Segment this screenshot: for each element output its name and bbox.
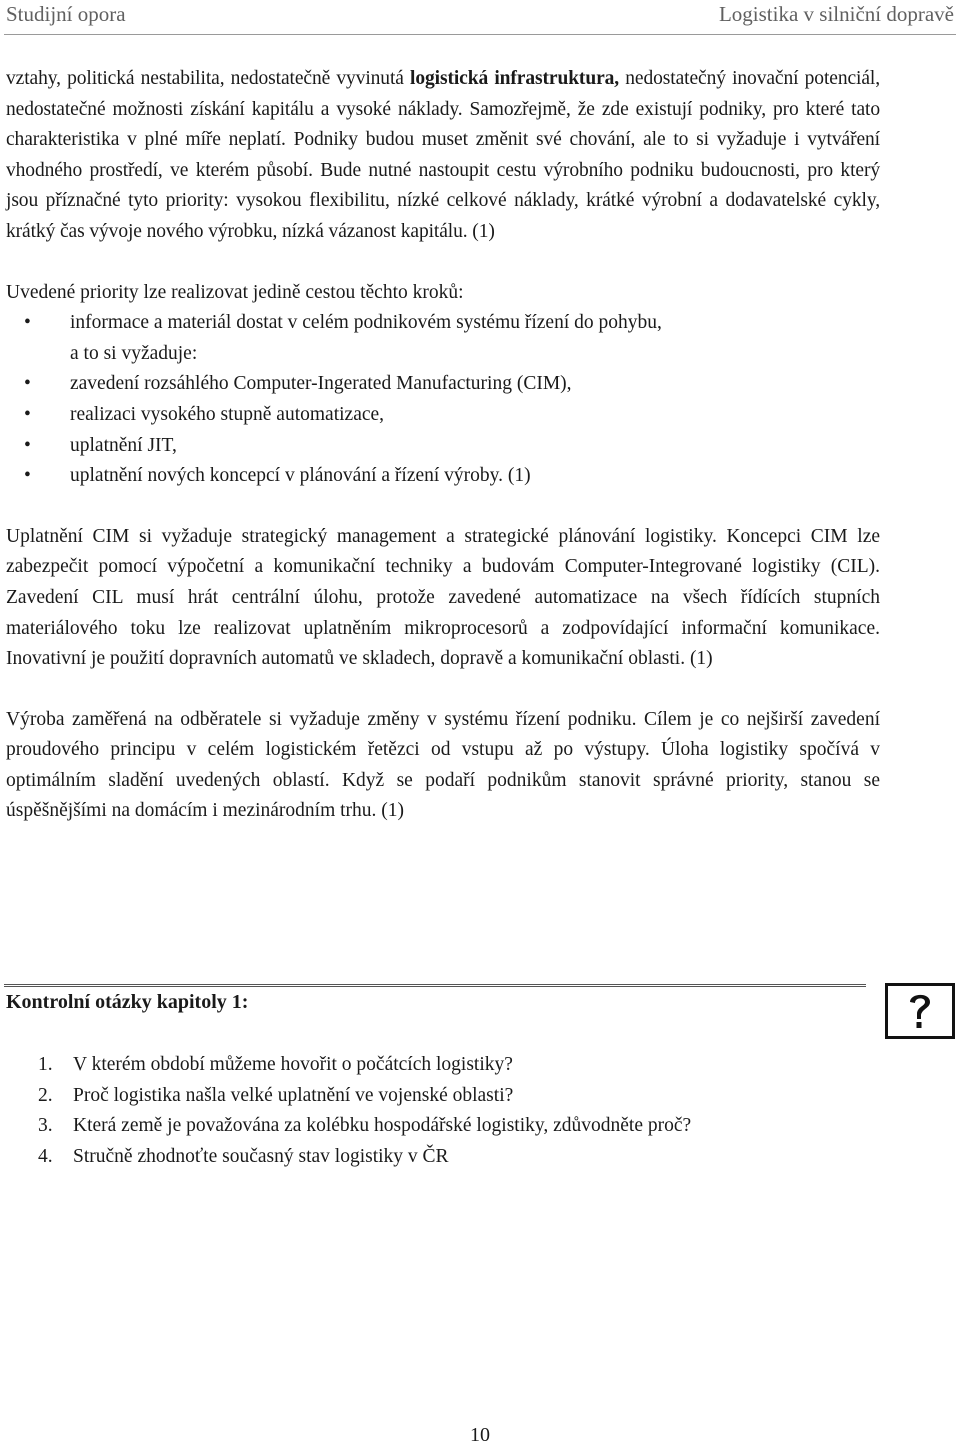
list-item <box>6 308 880 369</box>
question-text: Která země je považována za kolébku hospodářské logistiky, zdůvodněte proč? <box>73 1115 692 1137</box>
question-text: V kterém období můžeme hovořit o počátcích logistiky? <box>73 1054 513 1075</box>
question-item <box>6 1111 691 1142</box>
header-divider <box>4 34 956 35</box>
question-number: 1. <box>38 1054 53 1075</box>
bullet-icon: • <box>24 403 31 425</box>
bullet-icon: • <box>24 312 31 334</box>
paragraph-1-text-start: vztahy, politická nestabilita, nedostatečně vyvinutá <box>6 68 411 89</box>
question-number: 4. <box>38 1145 53 1167</box>
questions-section-title: Kontrolní otázky kapitoly 1: <box>6 991 249 1013</box>
paragraph-1-bold-term: logistická infrastruktura, <box>410 68 620 89</box>
header-course-title: Studijní opora <box>6 2 126 26</box>
bullet-icon: • <box>24 434 31 456</box>
question-number: 2. <box>38 1084 53 1106</box>
paragraph-1-text-end: nedostatečný inovační potenciál, nedostatečné možnosti získání kapitálu a vysoké náklady. Samozřejmě, že zde existují podniky, pro které tato charakteristika v plné míře neplatí. Podniky budou muset změnit své chování, ale to si vyžaduje i vytváření vhodného prostředí, ve kterém působí. Bude nutné nastoupit cestu výrobního podniku budoucnosti, pro který jsou příznačné tyto priority: vysokou flexibilitu, nízké celkové náklady, krátké výrobní a dodavatelské cykly, krátký čas vývoje nového výrobku, nízká vázanost kapitálu. (1) <box>6 68 880 242</box>
section-divider <box>4 984 866 987</box>
questions-list <box>6 1050 691 1172</box>
question-item <box>6 1050 691 1081</box>
question-text: Proč logistika našla velké uplatnění ve vojenské oblasti? <box>73 1084 514 1106</box>
question-mark-icon <box>885 983 955 1039</box>
question-text: Stručně zhodnoťte současný stav logistiky v ČR <box>73 1145 449 1167</box>
list-item <box>6 400 880 431</box>
page-number: 10 <box>470 1424 490 1446</box>
list-item-text: uplatnění nových koncepcí v plánování a řízení výroby. (1) <box>70 465 531 487</box>
paragraph-3: Uplatnění CIM si vyžaduje strategický management a strategické plánování logistiky. Koncepci CIM lze zabezpečit pomocí výpočetní a komunikační techniky a budovám Computer-Integrované logistiky (CIL). Zavedení CIL musí hrát centrální úlohu, protože zavedené automatizace na všech řídících stupních materiálového toku lze realizovat uplatněním mikroprocesorů a zodpovídající informační komunikace. Inovativní je použití dopravních automatů ve skladech, dopravě a komunikační oblasti. (1) <box>6 525 880 670</box>
question-item <box>6 1081 691 1112</box>
list-item <box>6 369 880 400</box>
spacer <box>6 492 880 522</box>
steps-list <box>6 308 880 492</box>
paragraph-2-intro: Uvedené priority lze realizovat jedině cestou těchto kroků: <box>6 281 464 303</box>
list-item-text-continued: a to si vyžaduje: <box>70 342 198 364</box>
list-item <box>6 431 880 462</box>
page-header <box>6 0 954 30</box>
list-item-text: uplatnění JIT, <box>70 434 177 456</box>
paragraph-4: Výroba zaměřená na odběratele si vyžaduje změny v systému řízení podniku. Cílem je co nejširší zavedení proudového principu v celém logistickém řetězci od vstupu až po výstupy. Úloha logistiky spočívá v optimálním sladění uvedených oblastí. Když se podaří podnikům stanovit správné priority, stanou se úspěšnějšími na domácím i mezinárodním trhu. (1) <box>6 708 880 822</box>
list-item <box>6 461 880 492</box>
list-item-text: zavedení rozsáhlého Computer-Ingerated Manufacturing (CIM), <box>70 373 572 395</box>
main-content <box>6 64 880 827</box>
paragraph-1 <box>6 64 880 248</box>
question-number: 3. <box>38 1115 53 1137</box>
question-item <box>6 1142 691 1173</box>
spacer <box>6 248 880 278</box>
bullet-icon: • <box>24 465 31 487</box>
list-item-text: realizaci vysokého stupně automatizace, <box>70 403 385 425</box>
bullet-icon: • <box>24 373 31 395</box>
header-subject-title: Logistika v silniční dopravě <box>718 2 954 26</box>
spacer <box>6 675 880 705</box>
list-item-text: informace a materiál dostat v celém podnikovém systému řízení do pohybu, <box>70 312 662 334</box>
